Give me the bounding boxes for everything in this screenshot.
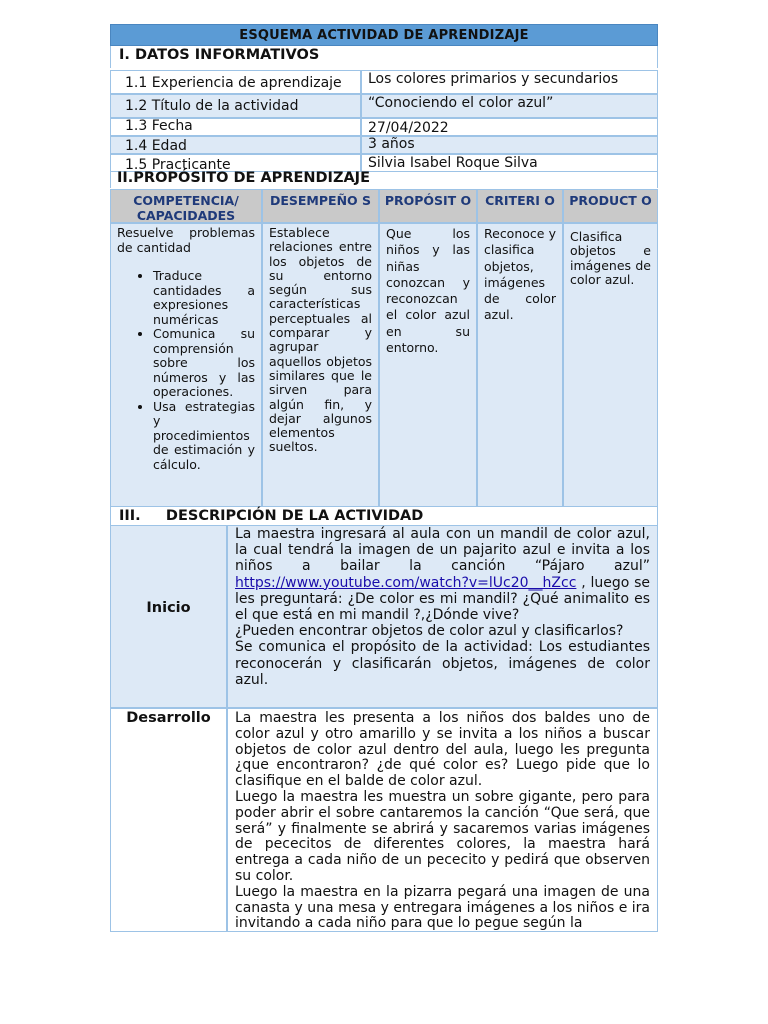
- inicio-paragraph-2: ¿Pueden encontrar objetos de color azul y clasificarlos?: [235, 623, 624, 640]
- youtube-link[interactable]: https://www.youtube.com/watch?v=lUc20__hZcc: [235, 574, 577, 591]
- header-proposito: PROPÓSIT O: [379, 189, 477, 223]
- capacidad-item: • Traduce cantidades a expresiones numéricas: [153, 269, 255, 327]
- desarrollo-label: Desarrollo: [110, 708, 227, 932]
- proposito-cell: Que los niños y las niñas conozcan y reconozcan el color azul en su entorno.: [379, 223, 477, 507]
- document-title: ESQUEMA ACTIVIDAD DE APRENDIZAJE: [110, 24, 658, 46]
- competencia-cell: [110, 223, 262, 507]
- inicio-label: Inicio: [110, 525, 227, 708]
- section-2-heading: II.PROPÓSITO DE APRENDIZAJE: [110, 168, 658, 188]
- info-label-edad: 1.4 Edad: [110, 136, 361, 154]
- inicio-text: [227, 525, 658, 708]
- capacidad-item: • Comunica su comprensión sobre los números y las operaciones.: [153, 327, 255, 400]
- header-producto: PRODUCT O: [563, 189, 658, 223]
- info-label-titulo: 1.2 Título de la actividad: [110, 94, 361, 118]
- inicio-text-part: La maestra ingresará al aula con un mandil de color azul, la cual tendrá la imagen de un pajarito azul e invita a los niños a bailar la canción “Pájaro azul”: [235, 526, 650, 575]
- desarrollo-paragraph-1: La maestra les presenta a los niños dos baldes uno de color azul y otro amarillo y se invita a los niños a buscar objetos de color azul dentro del aula, luego les pregunta ¿que encontraron? ¿de qué color es? Luego pide que lo clasifique en el balde de color azul.: [235, 710, 650, 790]
- purpose-table: [110, 189, 658, 507]
- info-label-fecha: 1.3 Fecha: [110, 118, 361, 136]
- info-value-edad: 3 años: [361, 136, 658, 154]
- info-value-titulo: “Conociendo el color azul”: [361, 94, 658, 118]
- section-1-heading: I. DATOS INFORMATIVOS: [110, 46, 658, 68]
- inicio-paragraph-3: Se comunica el propósito de la actividad: Los estudiantes reconocerán y clasificarán objetos, imágenes de color azul.: [235, 639, 650, 688]
- info-value-practicante: Silvia Isabel Roque Silva: [361, 154, 658, 172]
- inicio-text-part: , luego se les preguntará: ¿De color es mi mandil? ¿Qué animalito es el que está en mi mandil ?,¿Dónde vive?: [235, 574, 650, 624]
- criterio-cell: Reconoce y clasifica objetos, imágenes de color azul.: [477, 223, 563, 507]
- info-label-practicante: 1.5 Practicante: [110, 154, 361, 172]
- section-3-heading: [110, 507, 658, 525]
- desarrollo-paragraph-3: Luego la maestra en la pizarra pegará una imagen de una canasta y una mesa y entregara imágenes a los niños e ira invitando a cada niño para que lo pegue según la: [235, 883, 650, 932]
- info-table: [110, 70, 658, 174]
- desempenos-cell: Establece relaciones entre los objetos de su entorno según sus características perceptuales al comparar y agrupar aquellos objetos similares que le sirven para algún fin, y dejar algunos elementos sueltos.: [262, 223, 379, 507]
- producto-cell: Clasifica objetos e imágenes de color azul.: [563, 223, 658, 507]
- section-3-heading-text: III. DESCRIPCIÓN DE LA ACTIVIDAD: [119, 508, 424, 524]
- info-value-experiencia: Los colores primarios y secundarios: [361, 70, 658, 94]
- header-criterio: CRITERI O: [477, 189, 563, 223]
- info-label-experiencia: 1.1 Experiencia de aprendizaje: [110, 70, 361, 94]
- info-value-fecha: 27/04/2022: [361, 118, 658, 136]
- inicio-paragraph-1: [235, 526, 650, 623]
- competencia-intro: Resuelve problemas de cantidad: [117, 225, 255, 255]
- desarrollo-paragraph-2: Luego la maestra les muestra un sobre gigante, pero para poder abrir el sobre cantaremos la canción “Que será, que será” y finalmente se abrirá y sacaremos varias imágenes de pececitos de diferentes colores, la maestra hará entrega a cada niño de un pececito y pedirá que observen su color.: [235, 788, 650, 884]
- header-desempenos: DESEMPEÑO S: [262, 189, 379, 223]
- desarrollo-text: [227, 708, 658, 932]
- capacidad-item: • Usa estrategias y procedimientos de estimación y cálculo.: [153, 400, 255, 473]
- capacidades-list: [117, 269, 255, 472]
- header-competencia: COMPETENCIA/ CAPACIDADES: [110, 189, 262, 223]
